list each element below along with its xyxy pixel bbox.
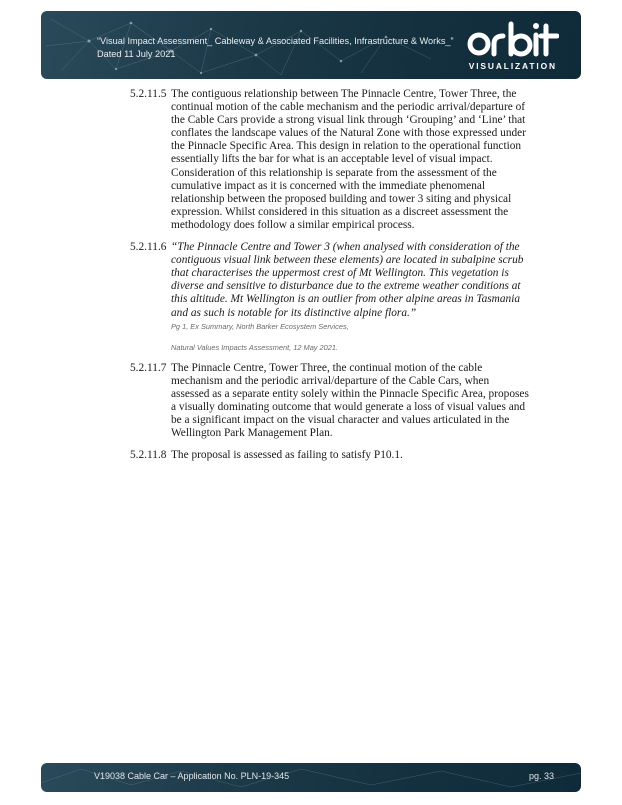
paragraph-5-2-11-8 [130, 449, 530, 462]
page-number: pg. 33 [528, 771, 554, 781]
paragraph-number: 5.2.11.8 [130, 449, 167, 462]
document-body [130, 88, 530, 471]
paragraph-text: The Pinnacle Centre, Tower Three, the continual motion of the cable mechanism and the periodic arrival/departure of the Cable Cars, when assessed as a separate entity solely within the Pinnacle Specific Area, proposes a visually dominating outcome that would generate a loss of visual values and be a significant impact on the visual character and values articulated in the Wellington Park Management Plan. [171, 361, 529, 440]
paragraph-number: 5.2.11.6 [130, 241, 167, 254]
paragraph-5-2-11-5 [130, 88, 530, 232]
orbit-wordmark-icon [467, 20, 559, 60]
paragraph-5-2-11-6 [130, 241, 530, 353]
brand-subtitle: VISUALIZATION [468, 61, 557, 71]
header-banner [41, 11, 581, 79]
paragraph-5-2-11-7 [130, 362, 530, 441]
quoted-text: “The Pinnacle Centre and Tower 3 (when analysed with consideration of the contiguous visual link between these elements) are located in subalpine scrub that characterises the uppermost crest of Mt Wellington. This vegetation is diverse and sensitive to disturbance due to the extreme weather conditions at this altitude. Mt Wellington is an outlier from other alpine areas in Tasmania and as such is notable for its distinctive alpine flora.” [171, 241, 524, 319]
citation-line-2: Natural Values Impacts Assessment, 12 May 2021. [171, 342, 339, 352]
paragraph-number: 5.2.11.7 [130, 361, 167, 374]
footer-banner [41, 763, 581, 792]
report-date: Dated 11 July 2021 [97, 48, 176, 59]
paragraph-text: The contiguous relationship between The Pinnacle Centre, Tower Three, the continual motion of the cable mechanism and the periodic arrival/departure of the Cable Cars provide a strong visual link through ‘Grouping’ and ‘Line’ that conflates the landscape values of the Natural Zone with those expressed under the Pinnacle Specific Area. This design in relation to the operational function essentially lifts the bar for what is an acceptable level of visual impact. Consideration of this relationship is separate from the assessment of the cumulative impact as it is concerned with the immediate phenomenal relationship between the proposed building and tower 3 siting and physical expression. Whilst considered in this situation as a discreet assessment the methodology does follow a similar empirical process. [171, 88, 526, 231]
report-title: “Visual Impact Assessment_ Cableway & Associated Facilities, Infrastructure & Works_” [97, 36, 454, 46]
footer-application-ref: V19038 Cable Car – Application No. PLN-19-345 [94, 771, 290, 781]
header-text [97, 35, 454, 60]
citation-line-1: Pg 1, Ex Summary, North Barker Ecosystem Services, [171, 321, 349, 331]
paragraph-number: 5.2.11.5 [130, 88, 167, 100]
paragraph-text: The proposal is assessed as failing to satisfy P10.1. [171, 449, 403, 462]
